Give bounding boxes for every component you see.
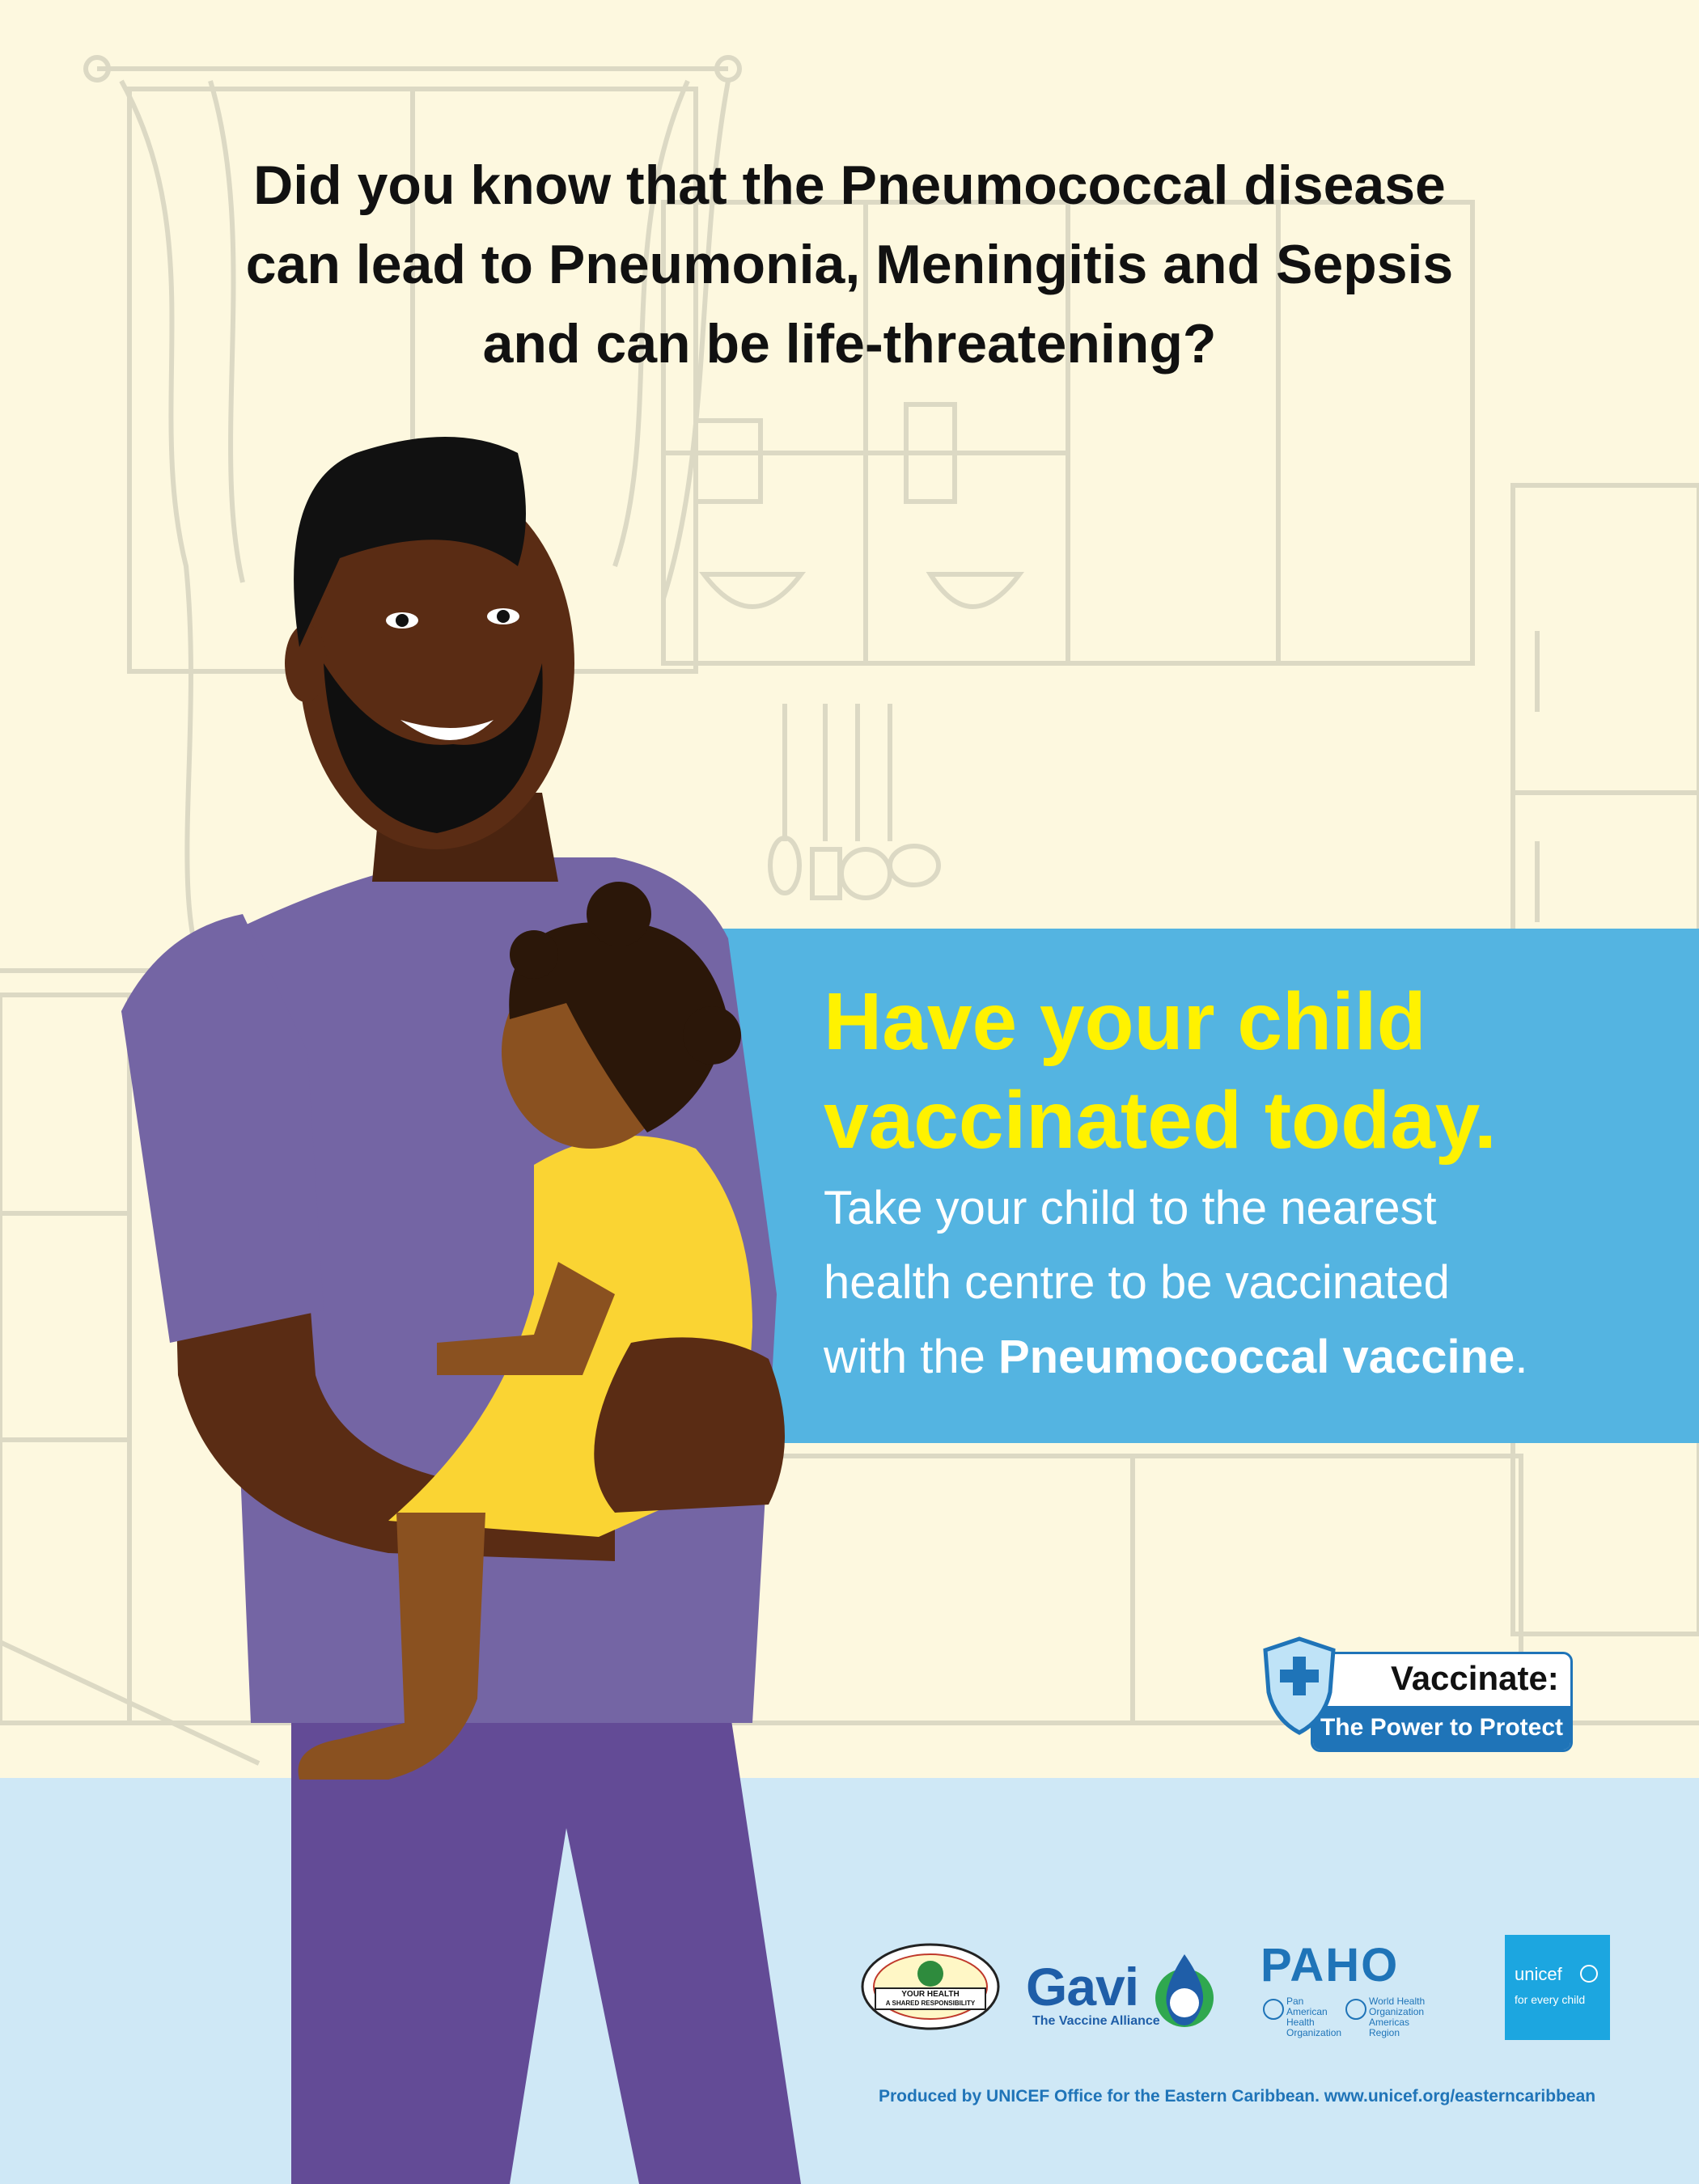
unicef-tagline: for every child xyxy=(1515,1993,1586,2006)
headline-line-2: can lead to Pneumonia, Meningitis and Sepsis xyxy=(245,234,1454,295)
headline xyxy=(113,146,1586,383)
cta-body-line-1: Take your child to the nearest xyxy=(824,1182,1437,1234)
badge-subtitle: The Power to Protect xyxy=(1313,1706,1570,1750)
gavi-logo xyxy=(1026,1951,1228,2040)
unicef-globe-icon xyxy=(1579,1964,1599,1983)
cta-body xyxy=(824,1171,1673,1395)
moh-line-1: YOUR HEALTH xyxy=(901,1990,960,1999)
shield-cross-icon xyxy=(1259,1636,1340,1736)
cta-title-line-1: Have your child xyxy=(824,976,1426,1067)
vaccinate-badge xyxy=(1246,1636,1578,1749)
badge-title: Vaccinate: xyxy=(1391,1659,1559,1697)
cta-body-line-3-suffix: . xyxy=(1515,1331,1528,1383)
cta-body-line-3-prefix: with the xyxy=(824,1331,998,1383)
footer-credit: Produced by UNICEF Office for the Eastern Caribbean. www.unicef.org/easterncaribbean xyxy=(879,2087,1596,2106)
paho-logo xyxy=(1259,1941,1453,2038)
vaccine-name: Pneumococcal vaccine xyxy=(998,1331,1515,1383)
paho-emblem-icon xyxy=(1262,1998,1285,2021)
cta-title-line-2: vaccinated today. xyxy=(824,1075,1497,1166)
unicef-logo xyxy=(1505,1935,1610,2040)
moh-line-2: A SHARED RESPONSIBILITY xyxy=(885,2000,976,2007)
cta-title xyxy=(824,972,1673,1170)
cta-body-line-2: health centre to be vaccinated xyxy=(824,1256,1450,1309)
headline-line-1: Did you know that the Pneumococcal disease xyxy=(253,154,1446,216)
moh-seal-icon xyxy=(859,1941,1002,2032)
paho-subtitle-2: World Health Organization Americas Region xyxy=(1369,1996,1426,2038)
badge-box xyxy=(1311,1652,1573,1752)
who-emblem-icon xyxy=(1345,1998,1367,2021)
cta-body-line-3 xyxy=(824,1320,1673,1395)
gavi-drop-globe-icon xyxy=(1152,1951,1217,2032)
unicef-name: unicef xyxy=(1515,1964,1562,1984)
gavi-tagline: The Vaccine Alliance xyxy=(1032,2014,1160,2028)
ministry-of-health-logo xyxy=(859,1941,1002,2032)
headline-line-3: and can be life-threatening? xyxy=(482,313,1217,375)
paho-subtitle-1: Pan American Health Organization xyxy=(1286,1996,1342,2038)
father-right-hand xyxy=(594,1337,785,1513)
gavi-name: Gavi xyxy=(1026,1957,1139,2017)
paho-name: PAHO xyxy=(1260,1939,1400,1991)
